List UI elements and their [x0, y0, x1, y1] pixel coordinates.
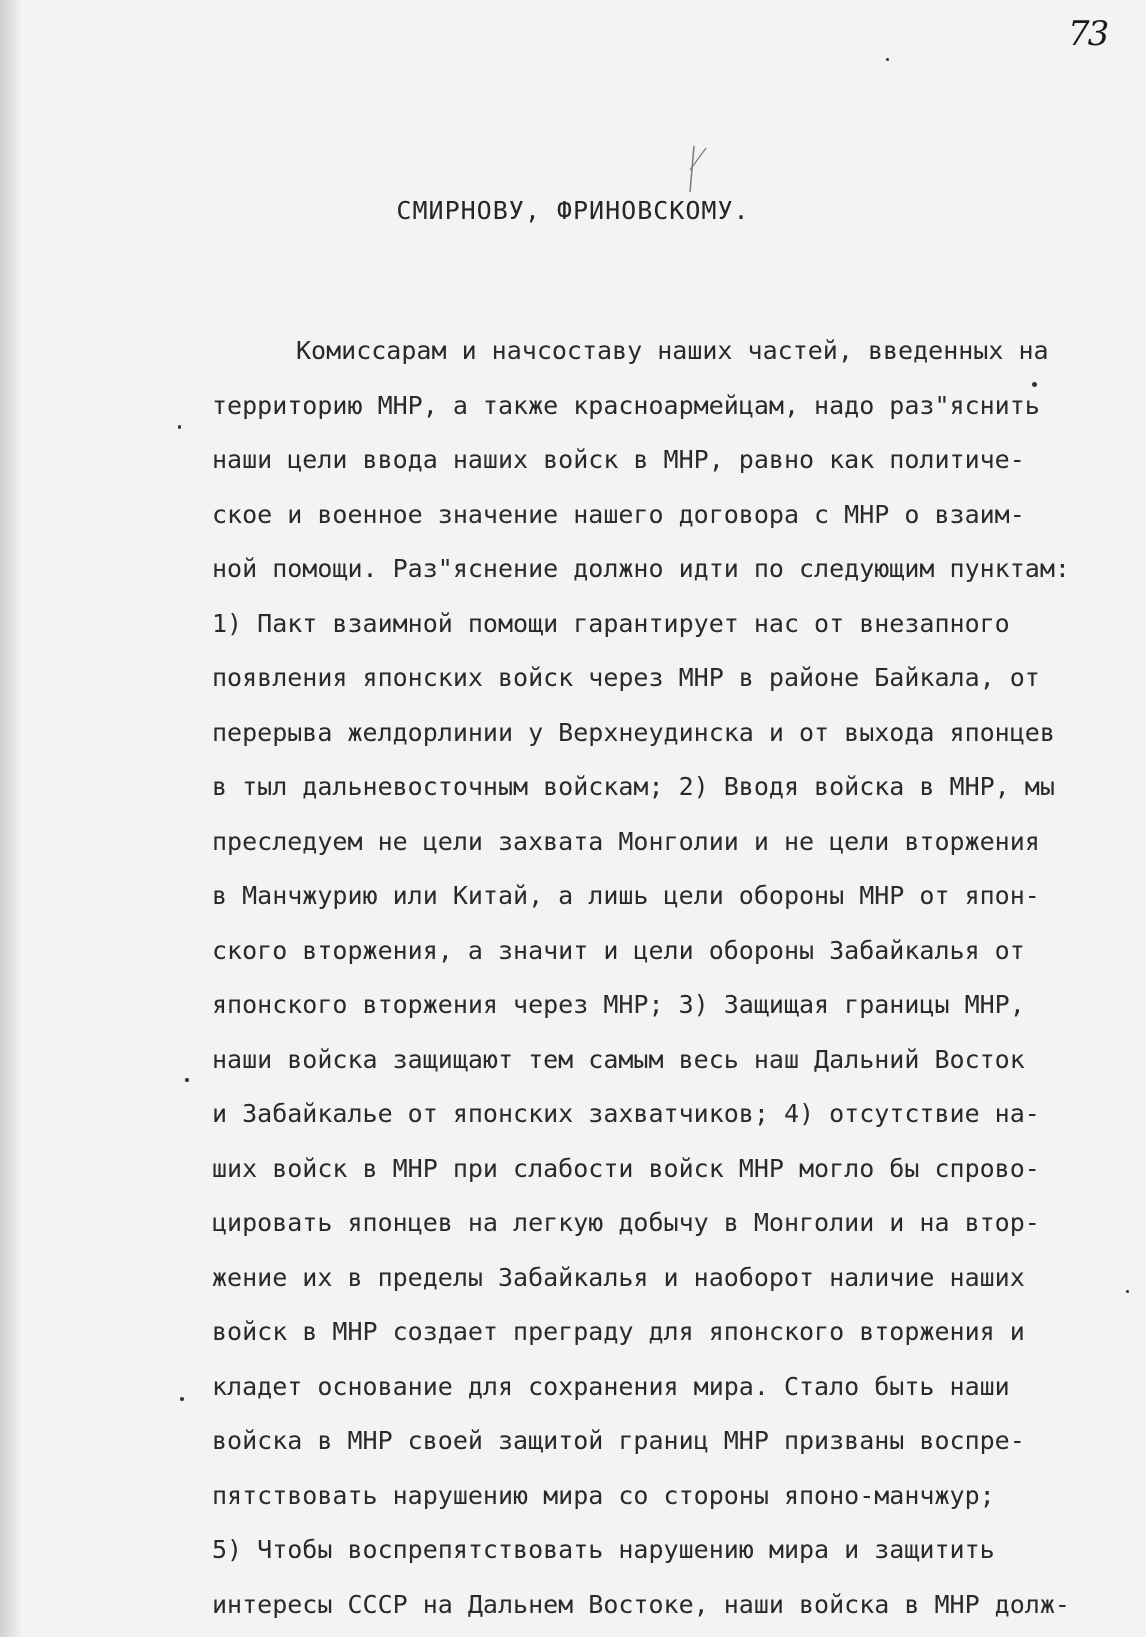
- body-line: кладет основание для сохранения мира. Стало быть наши: [212, 1371, 1010, 1401]
- body-line: в Манчжурию или Китай, а лишь цели обороны МНР от япон-: [212, 881, 1040, 910]
- speck-mark: [886, 58, 889, 61]
- body-line: ского вторжения, а значит и цели обороны Забайкалья от: [212, 935, 1025, 965]
- page-number: 73: [1068, 14, 1108, 54]
- body-line: ское и военное значение нашего договора с МНР о взаим-: [212, 499, 1025, 529]
- body-line: ших войск в МНР при слабости войск МНР могло бы спрово-: [212, 1153, 1040, 1183]
- body-line: 1) Пакт взаимной помощи гарантирует нас от внезапного: [212, 608, 1010, 638]
- document-heading: СМИРНОВУ, ФРИНОВСКОМУ.: [396, 196, 750, 225]
- speck-mark: [178, 425, 181, 429]
- body-line: войска в МНР своей защитой границ МНР призваны воспре-: [212, 1426, 1025, 1455]
- speck-mark: [1126, 1290, 1129, 1293]
- pencil-mark-icon: [676, 140, 716, 200]
- body-line: 5) Чтобы воспрепятствовать нарушению мира и защитить: [212, 1535, 995, 1564]
- body-line: пятствовать нарушению мира со стороны японо-манчжур;: [212, 1480, 995, 1510]
- body-line: наши цели ввода наших войск в МНР, равно как политиче-: [212, 445, 1025, 474]
- body-line: жение их в пределы Забайкалья и наоборот наличие наших: [212, 1262, 1025, 1292]
- body-line: Комиссарам и начсоставу наших частей, введенных на: [296, 336, 1049, 365]
- speck-mark: [185, 1078, 189, 1082]
- body-line: и Забайкалье от японских захватчиков; 4) отсутствие на-: [212, 1099, 1040, 1128]
- body-line: появления японских войск через МНР в районе Байкала, от: [212, 663, 1040, 692]
- document-body: [212, 324, 1070, 1632]
- body-line: территорию МНР, а также красноармейцам, надо раз"яснить: [212, 390, 1040, 420]
- body-line: наши войска защищают тем самым весь наш Дальний Восток: [212, 1044, 1025, 1074]
- body-line: войск в МНР создает преграду для японского вторжения и: [212, 1317, 1025, 1346]
- speck-mark: [1032, 382, 1037, 387]
- body-line: преследуем не цели захвата Монголии и не цели вторжения: [212, 826, 1040, 856]
- speck-mark: [180, 1397, 184, 1401]
- page-left-edge: [0, 0, 22, 1637]
- body-line: интересы СССР на Дальнем Востоке, наши войска в МНР долж-: [212, 1589, 1070, 1619]
- body-line: японского вторжения через МНР; 3) Защищая границы МНР,: [212, 990, 1025, 1019]
- body-line: цировать японцев на легкую добычу в Монголии и на втор-: [212, 1208, 1040, 1237]
- body-line: ной помощи. Раз"яснение должно идти по следующим пунктам:: [212, 554, 1070, 583]
- body-line: перерыва желдорлинии у Верхнеудинска и от выхода японцев: [212, 717, 1055, 747]
- body-line: в тыл дальневосточным войскам; 2) Вводя войска в МНР, мы: [212, 772, 1055, 801]
